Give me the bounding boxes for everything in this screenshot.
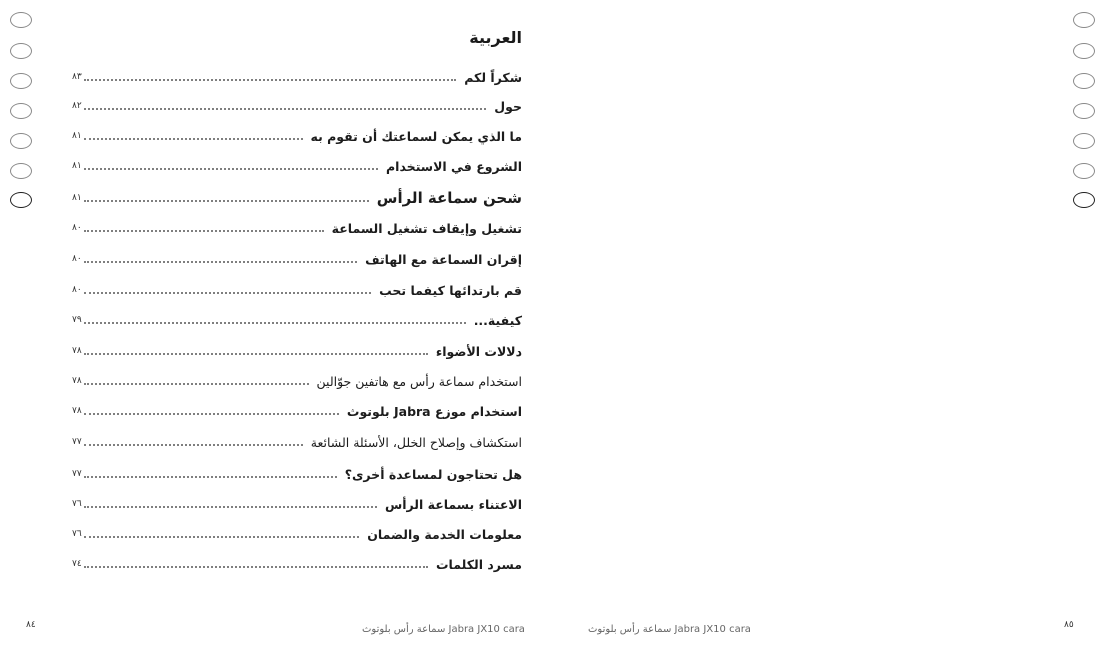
toc-entry-label: إقران السماعة مع الهاتف xyxy=(365,251,522,267)
dot-leader xyxy=(84,260,357,263)
toc-entry[interactable] xyxy=(72,127,522,145)
toc-entry[interactable] xyxy=(72,495,522,513)
right-footer-caption: سماعة رأس بلوتوث Jabra JX10 cara xyxy=(588,624,751,635)
toc-entry[interactable] xyxy=(72,219,522,237)
toc-entry-page: ٨٠ xyxy=(72,285,82,295)
toc-entry-page: ٧٧ xyxy=(72,469,82,479)
binding-hole xyxy=(1073,73,1095,89)
dot-leader xyxy=(84,167,378,170)
toc-entry-page: ٧٦ xyxy=(72,499,82,509)
dot-leader xyxy=(84,291,371,294)
dot-leader xyxy=(84,412,339,415)
binding-hole xyxy=(10,163,32,179)
toc-entry-label: قم بارتدائها كيفما تحب xyxy=(379,282,522,298)
toc-entry-page: ٨١ xyxy=(72,131,82,141)
binding-hole xyxy=(1073,163,1095,179)
dot-leader xyxy=(84,565,428,568)
binding-hole xyxy=(10,103,32,119)
toc-entry[interactable] xyxy=(72,189,522,207)
toc-entry-label: كيفية... xyxy=(473,312,522,328)
dot-leader xyxy=(84,137,303,140)
binding-hole xyxy=(10,12,32,28)
binding-hole xyxy=(10,73,32,89)
toc-entry-page: ٨٣ xyxy=(72,72,82,82)
toc-entry-label: الاعتناء بسماعة الرأس xyxy=(384,496,522,512)
toc-entry-page: ٧٨ xyxy=(72,376,82,386)
toc-entry[interactable] xyxy=(72,311,522,329)
toc-entry[interactable] xyxy=(72,465,522,483)
toc-entry-label: معلومات الخدمة والضمان xyxy=(367,526,522,542)
toc-title: العربية xyxy=(469,28,522,47)
dot-leader xyxy=(84,382,309,385)
toc-entry-label: مسرد الكلمات xyxy=(436,556,522,572)
dot-leader xyxy=(84,443,303,446)
binding-hole xyxy=(1073,133,1095,149)
toc-entry-page: ٨٠ xyxy=(72,223,82,233)
toc-entry[interactable] xyxy=(72,342,522,360)
toc-entry[interactable] xyxy=(72,281,522,299)
binding-hole xyxy=(1073,43,1095,59)
binding-hole-marker xyxy=(1073,192,1095,208)
toc-entry[interactable] xyxy=(72,555,522,573)
binding-hole-marker xyxy=(10,192,32,208)
toc-entry[interactable] xyxy=(72,433,522,451)
dot-leader xyxy=(84,535,360,538)
binding-hole xyxy=(10,133,32,149)
toc-entry-label: الشروع في الاستخدام xyxy=(386,158,522,174)
dot-leader xyxy=(84,352,428,355)
dot-leader xyxy=(84,475,337,478)
toc-entry-label: استخدام سماعة رأس مع هاتفين جوّالين xyxy=(316,373,522,389)
right-page-number: ٨٥ xyxy=(1064,620,1074,630)
binding-hole xyxy=(10,43,32,59)
toc-entry-page: ٧٧ xyxy=(72,437,82,447)
toc-entry[interactable] xyxy=(72,157,522,175)
toc-entry-label: هل تحتاجون لمساعدة أخرى؟ xyxy=(344,466,522,482)
toc-entry-page: ٧٦ xyxy=(72,529,82,539)
toc-entry-label: استخدام موزع Jabra بلوتوث xyxy=(346,403,522,419)
toc-entry-label: ما الذي يمكن لسماعتك أن تقوم به xyxy=(310,128,522,144)
dot-leader xyxy=(84,107,487,110)
toc-entry-label: استكشاف وإصلاح الخلل، الأسئلة الشائعة xyxy=(310,434,522,450)
dot-leader xyxy=(84,229,324,232)
dot-leader xyxy=(84,78,457,81)
toc-entry[interactable] xyxy=(72,97,522,115)
dot-leader xyxy=(84,199,369,202)
dot-leader xyxy=(84,321,466,324)
toc-entry-label: شكراً لكم xyxy=(464,69,522,85)
binding-hole xyxy=(1073,103,1095,119)
toc-entry-page: ٨٢ xyxy=(72,101,82,111)
toc-entry-label: تشغيل وإيقاف تشغيل السماعة xyxy=(331,220,522,236)
toc-entry-page: ٨١ xyxy=(72,193,82,203)
toc-entry-page: ٨١ xyxy=(72,161,82,171)
toc-entry[interactable] xyxy=(72,525,522,543)
toc-entry[interactable] xyxy=(72,250,522,268)
toc-entry-label: شحن سماعة الرأس xyxy=(376,189,522,207)
toc-entry-page: ٧٤ xyxy=(72,559,82,569)
left-page-number: ٨٤ xyxy=(26,620,36,630)
left-footer-caption: سماعة رأس بلوتوث Jabra JX10 cara xyxy=(362,624,525,635)
toc-entry-label: دلالات الأضواء xyxy=(435,343,522,359)
toc-entry[interactable] xyxy=(72,372,522,390)
toc-entry-page: ٨٠ xyxy=(72,254,82,264)
binding-hole xyxy=(1073,12,1095,28)
toc-entry-label: حول xyxy=(494,98,522,114)
dot-leader xyxy=(84,505,377,508)
toc-entry[interactable] xyxy=(72,402,522,420)
toc-entry-page: ٧٨ xyxy=(72,406,82,416)
toc-entry[interactable] xyxy=(72,68,522,86)
toc-entry-page: ٧٨ xyxy=(72,346,82,356)
toc-entry-page: ٧٩ xyxy=(72,315,82,325)
